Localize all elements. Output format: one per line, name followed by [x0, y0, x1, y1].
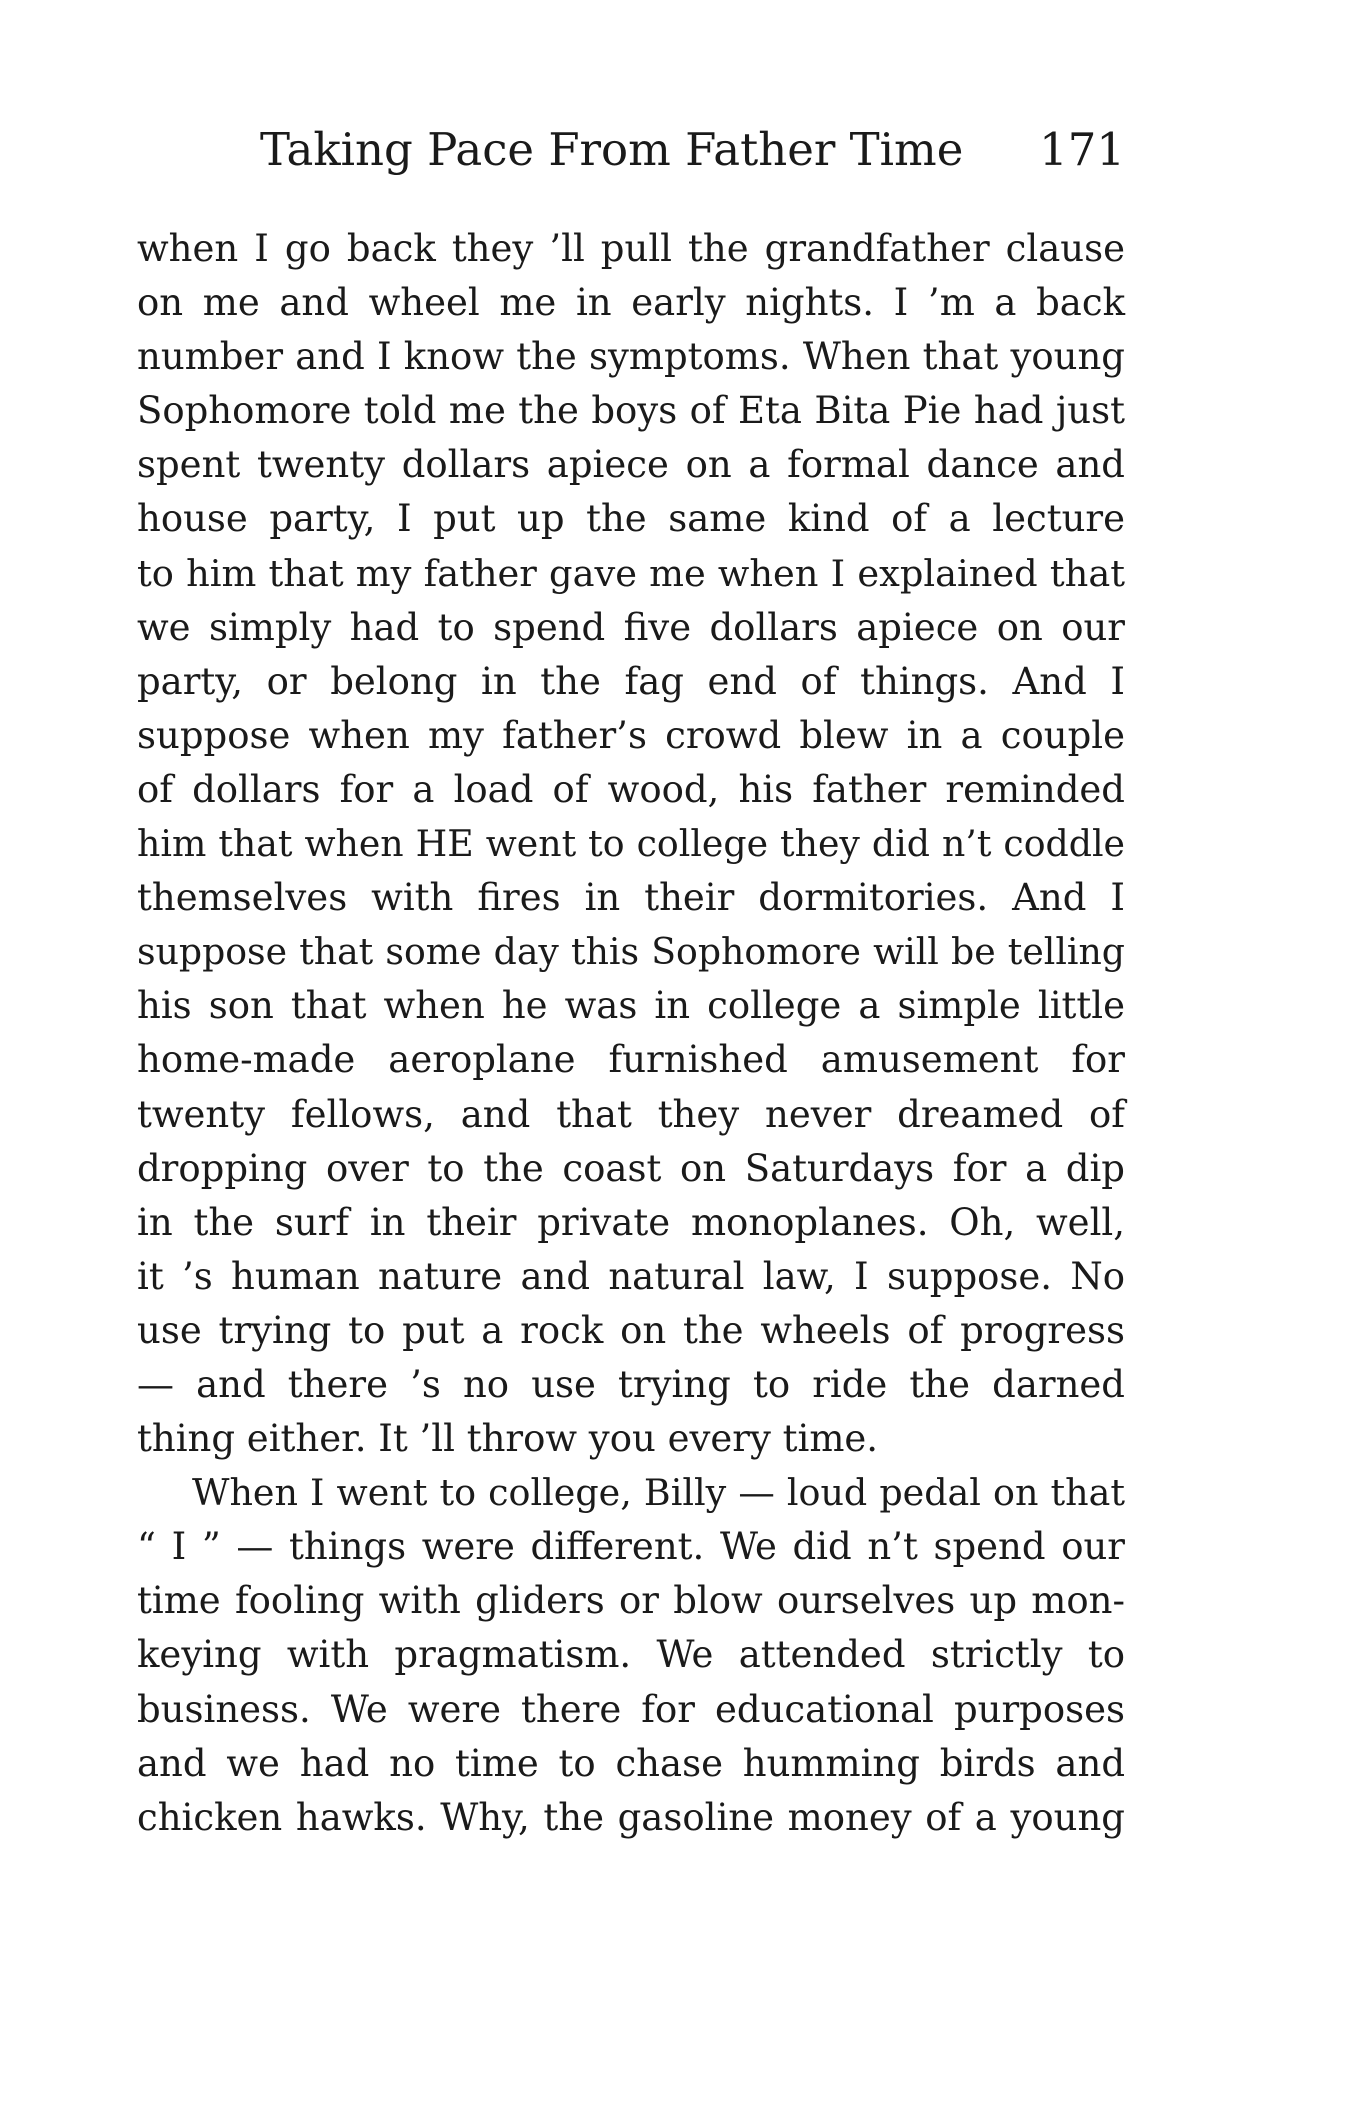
text-line: use trying to put a rock on the wheels of progress — [137, 1308, 1125, 1352]
text-line: we simply had to spend five dollars apiece on our — [137, 605, 1125, 649]
text-line: home-made aeroplane furnished amusement for — [137, 1038, 1125, 1082]
text-line: number and I know the symptoms. When that young — [137, 335, 1125, 379]
text-line: “ I ” — things were different. We did n’t spend our — [137, 1525, 1125, 1569]
page-number: 171 — [1039, 123, 1125, 176]
text-line: and we had no time to chase humming birds and — [137, 1741, 1125, 1785]
text-line: time fooling with gliders or blow ourselves up mon- — [137, 1579, 1125, 1623]
text-line: thing either. It ’ll throw you every time. — [137, 1417, 879, 1461]
body-text — [137, 222, 1125, 1845]
text-line: his son that when he was in college a simple little — [137, 984, 1125, 1028]
text-line: suppose that some day this Sophomore will be telling — [137, 930, 1125, 974]
text-line: suppose when my father’s crowd blew in a couple — [137, 713, 1125, 757]
text-line: to him that my father gave me when I explained that — [137, 551, 1125, 595]
text-line: dropping over to the coast on Saturdays for a dip — [137, 1146, 1125, 1190]
text-line: themselves with fires in their dormitories. And I — [137, 876, 1125, 920]
text-line: when I go back they ’ll pull the grandfather clause — [137, 227, 1125, 270]
text-line: When I went to college, Billy — loud pedal on that — [192, 1471, 1125, 1515]
running-head — [260, 120, 1125, 180]
text-line: business. We were there for educational purposes — [137, 1687, 1125, 1731]
text-line: it ’s human nature and natural law, I suppose. No — [137, 1254, 1125, 1298]
text-line: twenty fellows, and that they never dreamed of — [137, 1092, 1125, 1136]
text-line: him that when HE went to college they did n’t coddle — [137, 822, 1125, 866]
text-line: keying with pragmatism. We attended strictly to — [137, 1633, 1125, 1677]
text-line: house party, I put up the same kind of a lecture — [137, 497, 1125, 541]
text-line: party, or belong in the fag end of things. And I — [137, 659, 1125, 703]
text-line: of dollars for a load of wood, his father reminded — [137, 767, 1125, 811]
text-line: on me and wheel me in early nights. I ’m a back — [137, 281, 1125, 325]
text-line: — and there ’s no use trying to ride the darned — [137, 1362, 1125, 1406]
text-line: chicken hawks. Why, the gasoline money of a young — [137, 1795, 1125, 1839]
text-line: spent twenty dollars apiece on a formal dance and — [137, 443, 1125, 487]
text-line: Sophomore told me the boys of Eta Bita Pie had just — [137, 389, 1125, 433]
running-head-title: Taking Pace From Father Time — [260, 123, 964, 176]
text-line: in the surf in their private monoplanes. Oh, well, — [137, 1200, 1125, 1244]
